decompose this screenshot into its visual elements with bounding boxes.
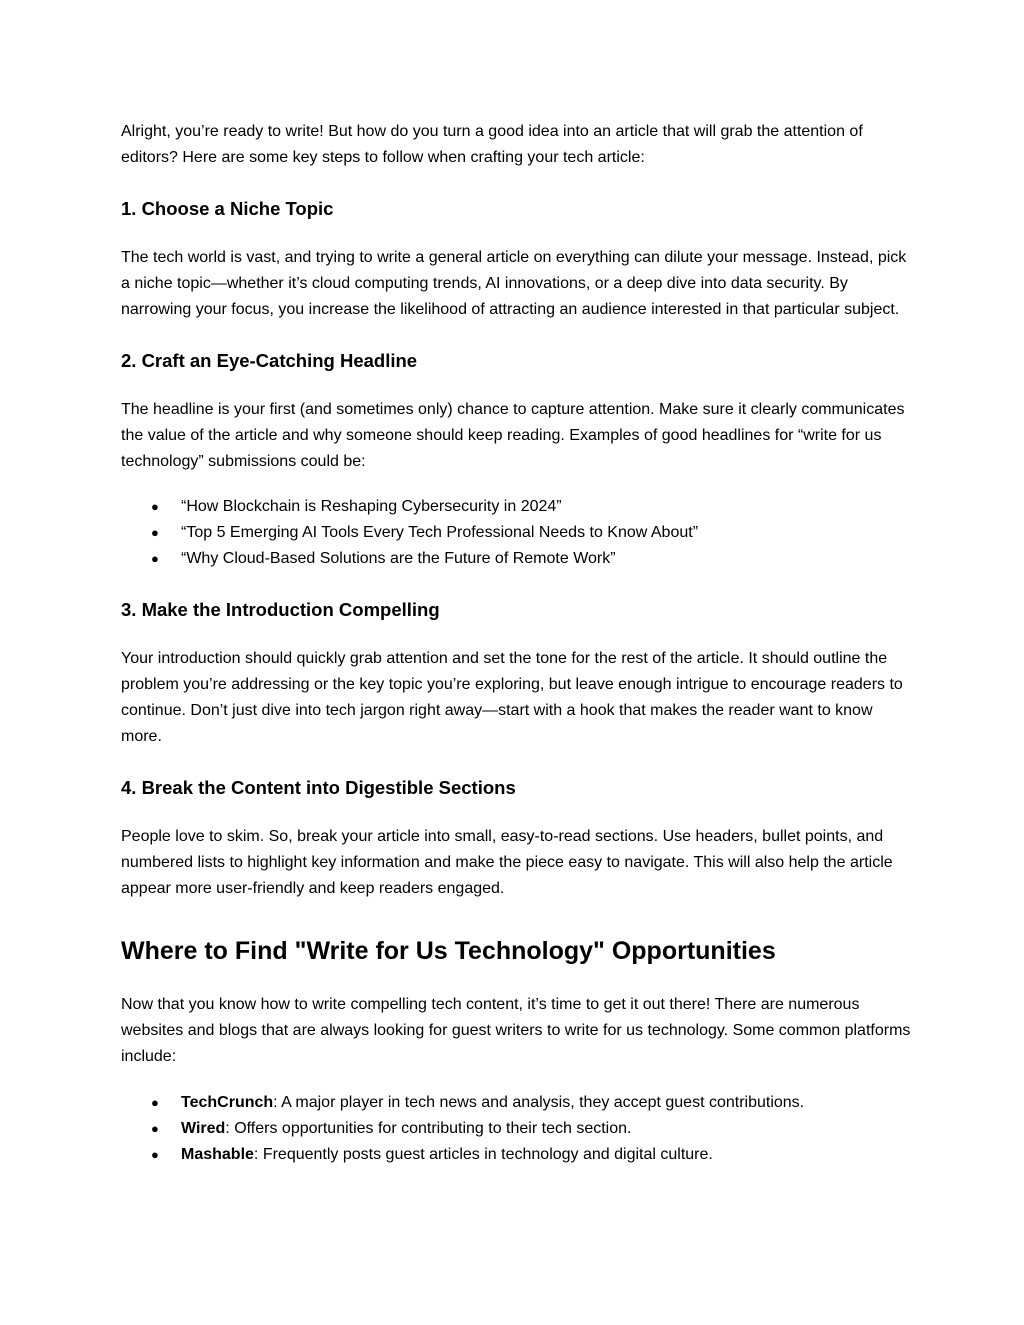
section-heading-niche-topic: 1. Choose a Niche Topic (121, 198, 334, 219)
document-page (121, 119, 911, 1168)
section-heading-introduction: 3. Make the Introduction Compelling (121, 599, 440, 620)
section-heading-headline: 2. Craft an Eye-Catching Headline (121, 350, 418, 371)
section-body-headline: The headline is your first (and sometimes only) chance to capture attention. Make sure it clearly communicates the value of the article and why someone should keep reading. Examples of good headlines for “write for us technology” submissions could be: (121, 401, 905, 470)
bullet-icon: ● (151, 525, 159, 540)
section-body-niche-topic: The tech world is vast, and trying to write a general article on everything can dilute your message. Instead, pick a niche topic—whether it’s cloud computing trends, AI innovations, or a deep dive into data security. By narrowing your focus, you increase the likelihood of attracting an audience interested in that particular subject. (121, 249, 907, 318)
list-item-text: “How Blockchain is Reshaping Cybersecurity in 2024” (181, 498, 562, 515)
bullet-icon: ● (151, 1147, 159, 1162)
section-body-introduction: Your introduction should quickly grab attention and set the tone for the rest of the article. It should outline the problem you’re addressing or the key topic you’re exploring, but leave enough intrigue to encourage readers to continue. Don’t just dive into tech jargon right away—start with a hook that makes the reader want to know more. (121, 650, 903, 745)
platform-name: TechCrunch (181, 1094, 274, 1111)
intro-paragraph: Alright, you’re ready to write! But how do you turn a good idea into an article that will grab the attention of editors? Here are some key steps to follow when crafting your tech article: (121, 123, 863, 166)
bullet-icon: ● (151, 1121, 159, 1136)
list-item (121, 1090, 911, 1116)
list-item (121, 1142, 911, 1168)
list-item (121, 520, 911, 546)
platform-desc: : Frequently posts guest articles in technology and digital culture. (253, 1146, 713, 1163)
list-item (121, 546, 911, 572)
list-item-text: “Why Cloud-Based Solutions are the Future of Remote Work” (181, 550, 616, 567)
section-body-sections: People love to skim. So, break your article into small, easy-to-read sections. Use headers, bullet points, and numbered lists to highlight key information and make the piece easy to navigate. This will also help the article appear more user-friendly and keep readers engaged. (121, 828, 893, 897)
list-item-text: “Top 5 Emerging AI Tools Every Tech Professional Needs to Know About” (181, 524, 699, 541)
bullet-icon: ● (151, 1095, 159, 1110)
headline-examples-list (121, 494, 911, 572)
platform-desc: : A major player in tech news and analysis, they accept guest contributions. (273, 1094, 805, 1111)
list-item (121, 494, 911, 520)
bullet-icon: ● (151, 499, 159, 514)
section-heading-sections: 4. Break the Content into Digestible Sections (121, 777, 516, 798)
where-heading: Where to Find "Write for Us Technology" Opportunities (121, 937, 776, 965)
bullet-icon: ● (151, 551, 159, 566)
platform-name: Mashable (181, 1146, 254, 1163)
where-body: Now that you know how to write compelling tech content, it’s time to get it out there! There are numerous websites and blogs that are always looking for guest writers to write for us technology. Some common platforms include: (121, 996, 911, 1065)
platform-desc: : Offers opportunities for contributing to their tech section. (225, 1120, 632, 1137)
platforms-list (121, 1090, 911, 1168)
list-item (121, 1116, 911, 1142)
platform-name: Wired (181, 1120, 226, 1137)
